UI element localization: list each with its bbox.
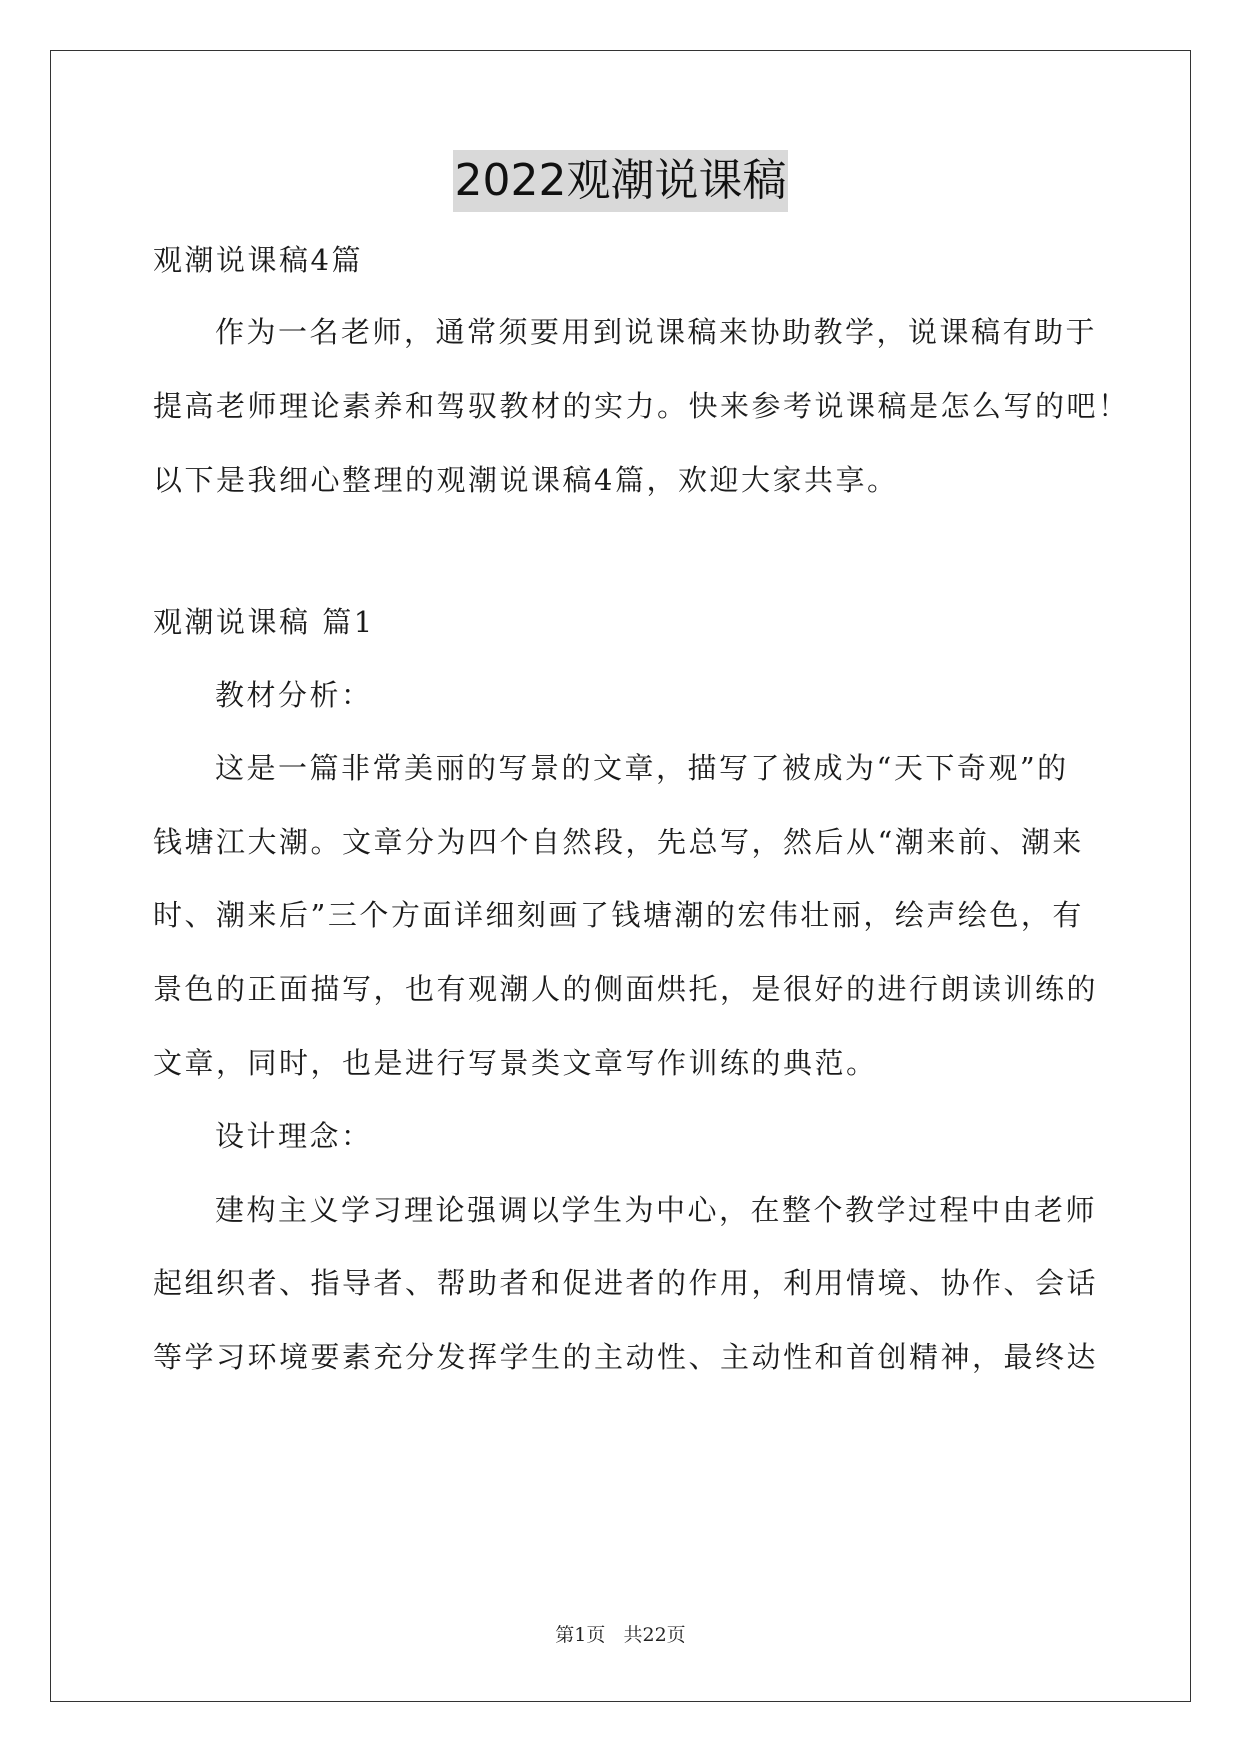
material-line-5: 文章，同时，也是进行写景类文章写作训练的典范。 — [153, 1046, 878, 1080]
document-subtitle: 观潮说课稿4篇 — [153, 243, 363, 277]
document-title: 2022观潮说课稿 — [453, 150, 789, 212]
design-line-3: 等学习环境要素充分发挥学生的主动性、主动性和首创精神，最终达 — [153, 1340, 1099, 1374]
intro-line-3: 以下是我细心整理的观潮说课稿4篇，欢迎大家共享。 — [153, 463, 899, 497]
page-border — [50, 50, 1191, 1702]
title-wrap — [0, 150, 1241, 212]
material-line-2: 钱塘江大潮。文章分为四个自然段，先总写，然后从“潮来前、潮来 — [153, 825, 1084, 859]
section-heading: 观潮说课稿 篇1 — [153, 605, 375, 639]
material-line-1: 这是一篇非常美丽的写景的文章，描写了被成为“天下奇观”的 — [215, 751, 1069, 785]
page-footer: 第1页 共22页 — [555, 1624, 686, 1646]
design-line-1: 建构主义学习理论强调以学生为中心，在整个教学过程中由老师 — [215, 1193, 1098, 1227]
design-line-2: 起组织者、指导者、帮助者和促进者的作用，利用情境、协作、会话 — [153, 1266, 1099, 1300]
intro-line-2: 提高老师理论素养和驾驭教材的实力。快来参考说课稿是怎么写的吧！ — [153, 389, 1130, 423]
intro-line-1: 作为一名老师，通常须要用到说课稿来协助教学，说课稿有助于 — [215, 315, 1098, 349]
material-heading: 教材分析： — [215, 678, 373, 712]
material-line-3: 时、潮来后”三个方面详细刻画了钱塘潮的宏伟壮丽，绘声绘色，有 — [153, 898, 1084, 932]
material-line-4: 景色的正面描写，也有观潮人的侧面烘托，是很好的进行朗读训练的 — [153, 972, 1099, 1006]
design-heading: 设计理念： — [215, 1119, 373, 1153]
